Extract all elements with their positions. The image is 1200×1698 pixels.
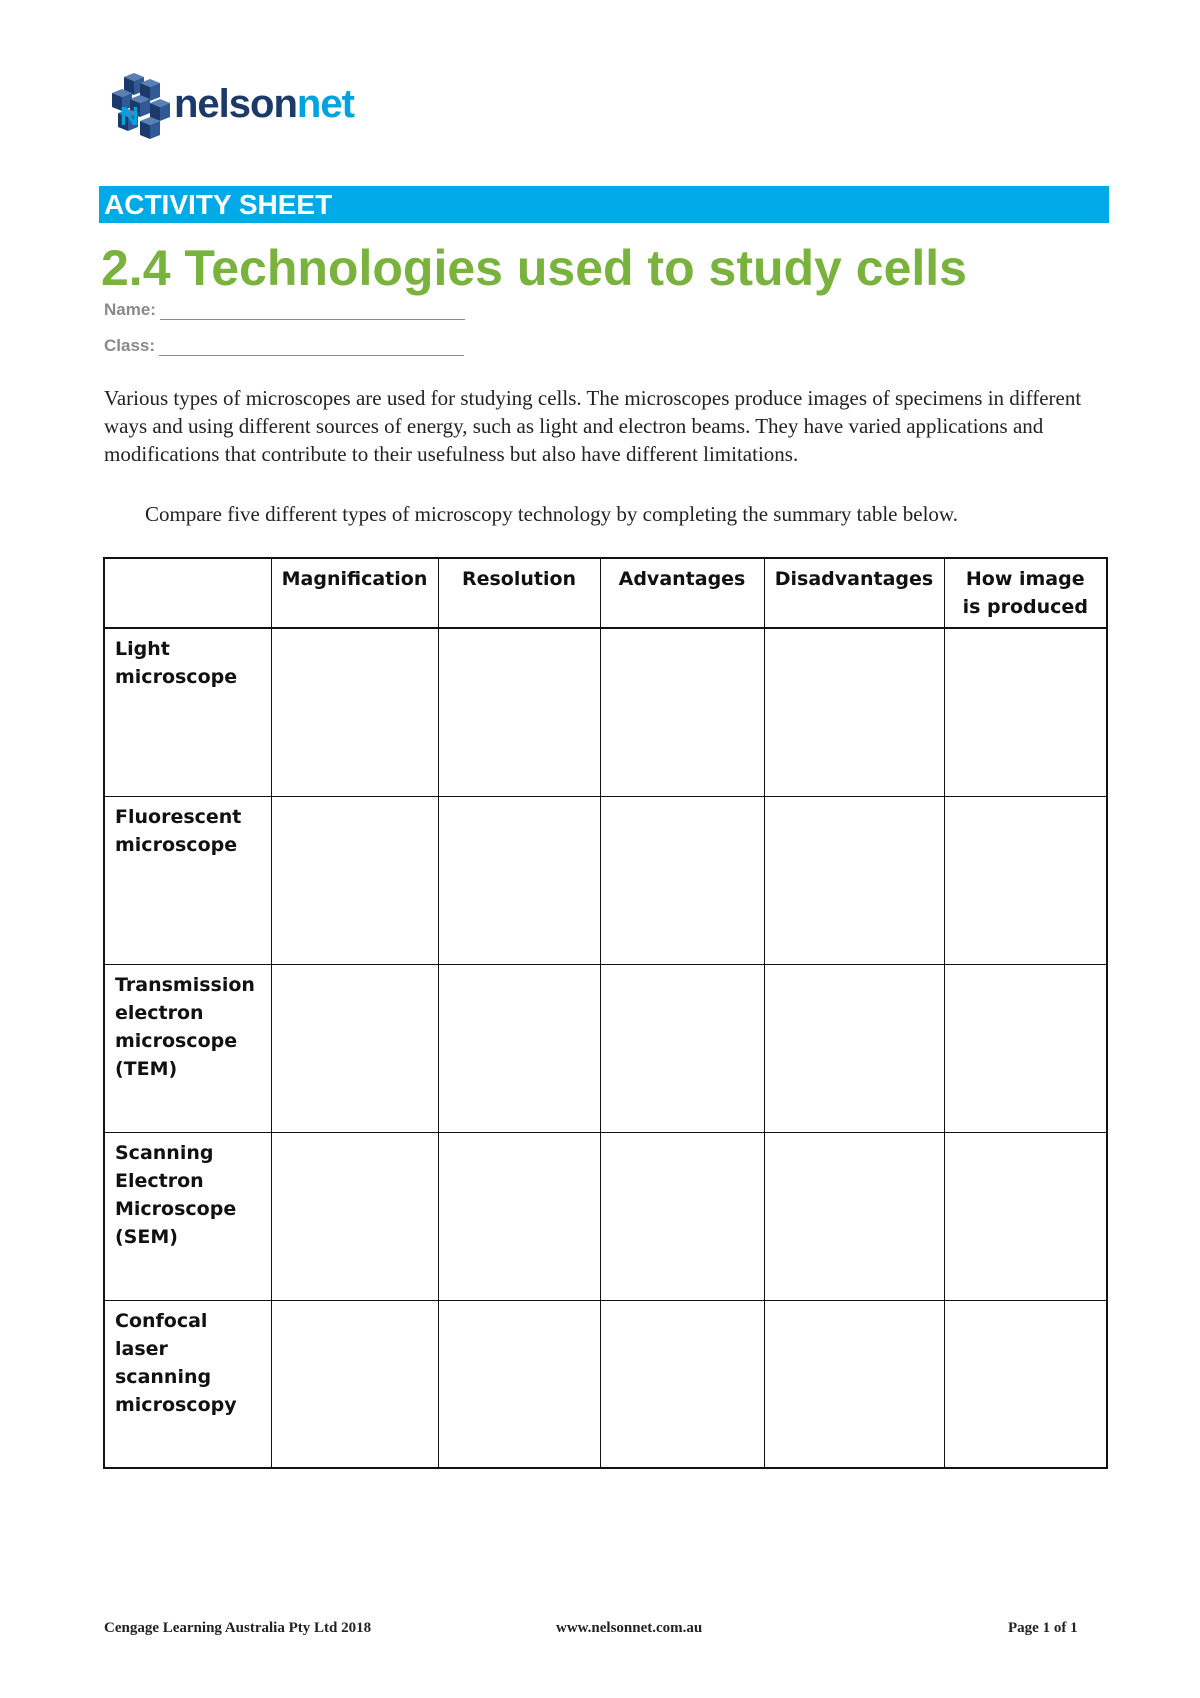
footer-copyright: Cengage Learning Australia Pty Ltd 2018	[104, 1620, 372, 1636]
answer-cell[interactable]	[271, 796, 438, 964]
answer-cell[interactable]	[600, 796, 764, 964]
answer-cell[interactable]	[271, 1300, 438, 1468]
row-label: Fluorescent microscope	[104, 796, 271, 964]
answer-cell[interactable]	[944, 628, 1107, 796]
class-field	[104, 336, 464, 356]
logo-word-nelson: nelson	[174, 82, 297, 126]
column-header-blank	[104, 558, 271, 628]
answer-cell[interactable]	[438, 796, 600, 964]
footer-website-link[interactable]: www.nelsonnet.com.au	[556, 1620, 703, 1636]
table-row	[104, 1300, 1107, 1468]
answer-cell[interactable]	[600, 1132, 764, 1300]
answer-cell[interactable]	[944, 1300, 1107, 1468]
intro-paragraph: Various types of microscopes are used for studying cells. The microscopes produce images of specimens in different ways and using different sources of energy, such as light and electron beams. They have varied applications and modifications that contribute to their usefulness but also have different limitations.	[104, 386, 1082, 466]
row-label: Transmission electron microscope (TEM)	[104, 964, 271, 1132]
footer-page-number: Page 1 of 1	[1008, 1620, 1078, 1636]
answer-cell[interactable]	[764, 796, 944, 964]
nelsonnet-cube-logo-icon	[110, 73, 172, 139]
answer-cell[interactable]	[271, 628, 438, 796]
answer-cell[interactable]	[764, 1132, 944, 1300]
column-header-advantages: Advantages	[600, 558, 764, 628]
table-row	[104, 796, 1107, 964]
answer-cell[interactable]	[764, 1300, 944, 1468]
name-input-line[interactable]	[160, 303, 465, 320]
class-label: Class:	[104, 336, 156, 355]
name-label: Name:	[104, 300, 156, 319]
table-row	[104, 628, 1107, 796]
answer-cell[interactable]	[600, 628, 764, 796]
answer-cell[interactable]	[271, 964, 438, 1132]
table-row	[104, 1132, 1107, 1300]
page-title: 2.4 Technologies used to study cells	[101, 240, 967, 296]
column-header-magnification: Magnification	[271, 558, 438, 628]
logo-wordmark	[174, 84, 354, 124]
answer-cell[interactable]	[271, 1132, 438, 1300]
name-field	[104, 300, 465, 320]
answer-cell[interactable]	[438, 628, 600, 796]
answer-cell[interactable]	[944, 1132, 1107, 1300]
microscopy-summary-table	[103, 557, 1108, 1469]
instruction-paragraph: Compare five different types of microscopy technology by completing the summary table below.	[145, 502, 958, 526]
logo-word-net: net	[296, 82, 354, 126]
row-label: Scanning Electron Microscope (SEM)	[104, 1132, 271, 1300]
column-header-how-image-produced: How image is produced	[944, 558, 1107, 628]
answer-cell[interactable]	[600, 964, 764, 1132]
class-input-line[interactable]	[159, 339, 464, 356]
answer-cell[interactable]	[764, 628, 944, 796]
answer-cell[interactable]	[944, 796, 1107, 964]
table-header-row	[104, 558, 1107, 628]
nelsonnet-logo	[110, 73, 354, 139]
row-label: Light microscope	[104, 628, 271, 796]
activity-sheet-label: ACTIVITY SHEET	[104, 189, 333, 220]
answer-cell[interactable]	[438, 1300, 600, 1468]
row-label: Confocal laser scanning microscopy	[104, 1300, 271, 1468]
column-header-disadvantages: Disadvantages	[764, 558, 944, 628]
answer-cell[interactable]	[944, 964, 1107, 1132]
answer-cell[interactable]	[438, 1132, 600, 1300]
answer-cell[interactable]	[600, 1300, 764, 1468]
answer-cell[interactable]	[438, 964, 600, 1132]
column-header-resolution: Resolution	[438, 558, 600, 628]
activity-sheet-banner	[99, 186, 1109, 223]
answer-cell[interactable]	[764, 964, 944, 1132]
svg-text:N: N	[120, 101, 139, 131]
table-row	[104, 964, 1107, 1132]
